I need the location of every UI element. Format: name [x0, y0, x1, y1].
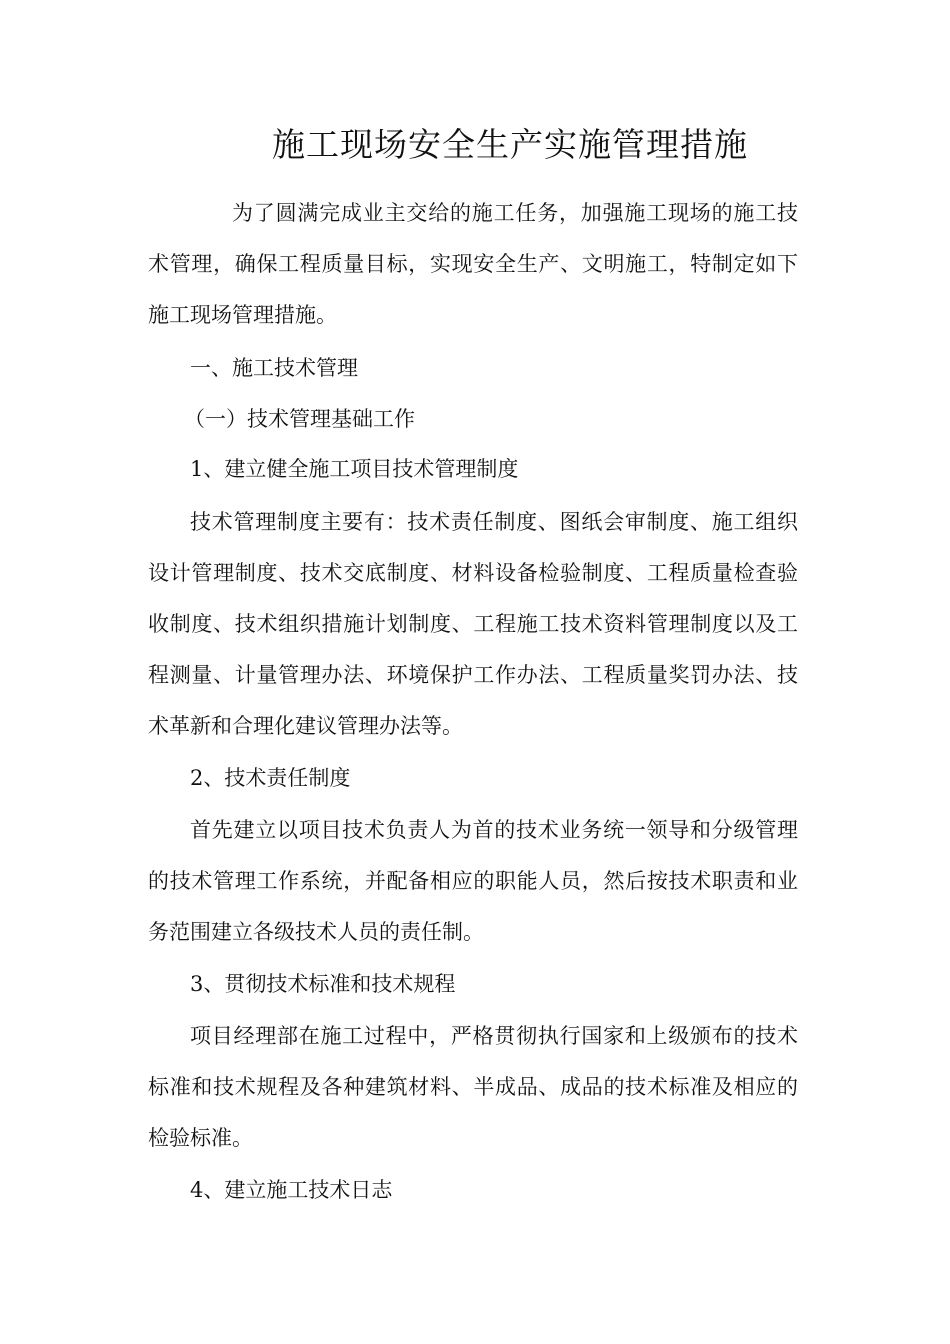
- document-title: 施工现场安全生产实施管理措施: [272, 125, 748, 164]
- item-heading-2: 2、技术责任制度: [190, 766, 351, 790]
- intro-paragraph: 为了圆满完成业主交给的施工任务，加强施工现场的施工技术管理，确保工程质量目标，实现安全生产、文明施工，特制定如下施工现场管理措施。: [148, 201, 798, 327]
- item-heading-3: 3、贯彻技术标准和技术规程: [190, 972, 456, 996]
- item-body-1: 技术管理制度主要有：技术责任制度、图纸会审制度、施工组织设计管理制度、技术交底制度、材料设备检验制度、工程质量检查验收制度、技术组织措施计划制度、工程施工技术资料管理制度以及工程测量、计量管理办法、环境保护工作办法、工程质量奖罚办法、技术革新和合理化建议管理办法等。: [148, 510, 798, 738]
- item-heading-1: 1、建立健全施工项目技术管理制度: [190, 457, 519, 481]
- item-heading-4: 4、建立施工技术日志: [190, 1178, 393, 1202]
- item-body-2: 首先建立以项目技术负责人为首的技术业务统一领导和分级管理的技术管理工作系统，并配备相应的职能人员，然后按技术职责和业务范围建立各级技术人员的责任制。: [148, 818, 798, 944]
- section-heading-technical-management: 一、施工技术管理: [190, 356, 358, 380]
- item-body-3: 项目经理部在施工过程中，严格贯彻执行国家和上级颁布的技术标准和技术规程及各种建筑材料、半成品、成品的技术标准及相应的检验标准。: [148, 1024, 798, 1150]
- subsection-heading-basic-work: （一）技术管理基础工作: [184, 407, 415, 431]
